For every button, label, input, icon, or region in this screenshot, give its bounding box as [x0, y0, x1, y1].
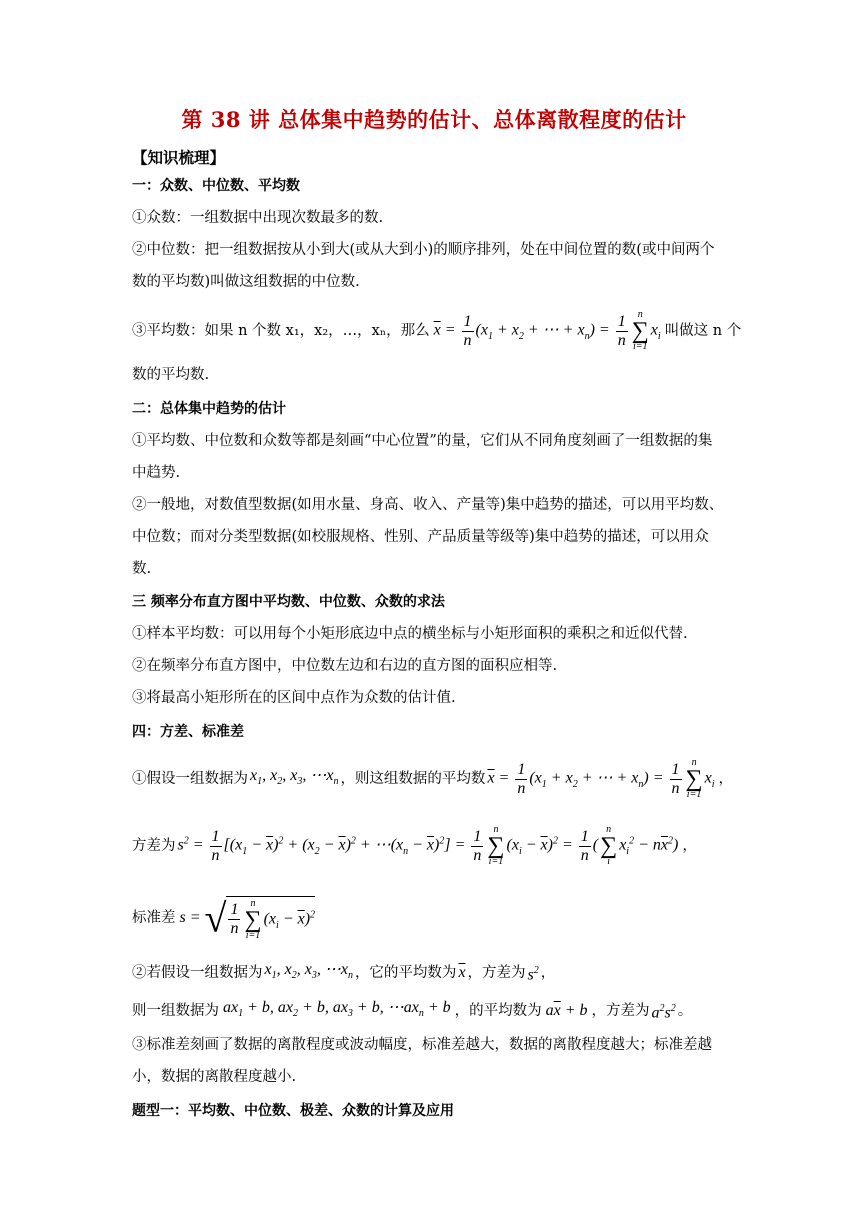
central-tendency-line1: ①平均数、中位数和众数等都是刻画“中心位置”的量，它们从不同角度刻画了一组数据的集 — [132, 433, 713, 449]
transformed-set-formula: $ax_1 + b$, $ax_2 + b$, $ax_3 + b$, $\cdots ax_n + b$ — [223, 999, 451, 1020]
median-definition-line1: ②中位数：把一组数据按从小到大(或从大到小)的顺序排列，处在中间位置的数(或中间两个 — [132, 242, 715, 258]
numeric-data-line1: ②一般地，对数值型数据(如用水量、身高、收入、产量等)集中趋势的描述，可以用平均数、 — [132, 497, 724, 513]
transform-variance-text: ，方差为 — [467, 965, 526, 982]
transformed-variance-formula: $a^2s^2$ — [651, 1002, 676, 1022]
variance-intro-mean-text: ，则这组数据的平均数 — [340, 771, 486, 787]
variance-line: 方差为 $s^2$ = $\frac{1}{n}$ [$(x_1 - \overline{x})^2 + (x_2 - \overline{x})^2$ + $\cdots(x_n - \overline{x})^2$] = $\frac{1}{n}$ n ∑ i=1 $(x_i - \overline{x})^2$ = $\frac{1}{n}$ ( n ∑ i $x_i^2 - n\overline{x}^2$) ， — [132, 824, 697, 867]
heading-5: 题型一：平均数、中位数、极差、众数的计算及应用 — [132, 1103, 454, 1119]
heading-1: 一：众数、中位数、平均数 — [132, 178, 300, 194]
variance-label: 方差为 — [132, 838, 176, 854]
histogram-mean: ①样本平均数：可以用每个小矩形底边中点的横坐标与小矩形面积的乘积之和近似代替. — [132, 626, 688, 642]
transform-intro-text: ②若假设一组数据为 — [132, 965, 263, 982]
mode-definition: ①众数：一组数据中出现次数最多的数. — [132, 210, 384, 226]
numeric-data-line3: 数. — [132, 561, 152, 577]
heading-3: 三 频率分布直方图中平均数、中位数、众数的求法 — [132, 594, 445, 610]
variance-intro-text: ①假设一组数据为 — [132, 771, 248, 787]
std-dev-meaning-line2: 小，数据的离散程度越小. — [132, 1069, 297, 1085]
sample-mean-formula: $\overline{x}$ = $\frac{1}{n}$ ($x_1 + x_2$ + ⋯ + $x_n$) = $\frac{1}{n}$ n ∑ i=1 $x_i$ — [487, 757, 715, 800]
mean-formula: $\overline{x}$ = $\frac{1}{n}$ ($x_1 + x_2$ + ⋯ + $x_n$) = $\frac{1}{n}$ n ∑ i=1 $x_i$ — [433, 309, 661, 352]
std-dev-formula: s = √ $\frac{1}{n}$ n ∑ i=1 $(x_i - \overline{x})^2$ — [179, 895, 316, 941]
page-title: 第 38 讲 总体集中趋势的估计、总体离散程度的估计 — [181, 107, 687, 132]
std-dev-label: 标准差 — [132, 910, 176, 926]
heading-4: 四：方差、标准差 — [132, 724, 244, 740]
transformed-end-mark: 。 — [677, 1003, 693, 1020]
transform-line2 — [132, 998, 742, 1024]
transformed-mean-formula: $a\overline{x} + b$ — [545, 1002, 588, 1020]
heading-2: 二：总体集中趋势的估计 — [132, 401, 286, 417]
central-tendency-line2: 中趋势. — [132, 465, 181, 481]
transformed-set-text: 则一组数据为 — [132, 1003, 219, 1020]
histogram-mode: ③将最高小矩形所在的区间中点作为众数的估计值. — [132, 690, 456, 706]
transform-mean-text: ，它的平均数为 — [354, 965, 457, 982]
std-dev-line — [132, 890, 742, 946]
transform-mean-symbol: $\overline{x}$ — [458, 964, 466, 982]
std-dev-meaning-line1: ③标准差刻画了数据的离散程度或波动幅度，标准差越大，数据的离散程度越大；标准差越 — [132, 1037, 712, 1053]
transform-variance-symbol: $s^2$ — [527, 964, 539, 984]
transform-line1: ②若假设一组数据为 $x_1$, $x_2$, $x_3$, $\cdots x_n$ ，它的平均数为 $\overline{x}$ ，方差为 $s^2$ ， — [132, 960, 742, 986]
numeric-data-line2: 中位数；而对分类型数据(如校服规格、性别、产品质量等级等)集中趋势的描述，可以用众 — [132, 529, 709, 545]
histogram-median: ②在频率分布直方图中，中位数左边和右边的直方图的面积应相等. — [132, 658, 558, 674]
mean-definition-tail: 叫做这 n 个 — [664, 323, 742, 339]
variance-formula: $s^2$ = $\frac{1}{n}$ [$(x_1 - \overline{x})^2 + (x_2 - \overline{x})^2$ + $\cdots(x_n - \overline{x})^2$] = $\frac{1}{n}$ n ∑ i=1 $(x_i - \overline{x})^2$ = $\frac{1}{n}$ ( n ∑ i $x_i^2 - n\overline{x}^2$) — [177, 824, 679, 867]
data-set-formula: $x_1$, $x_2$, $x_3$, $\cdots x_n$ — [250, 766, 339, 788]
variance-intro-line: ①假设一组数据为 $x_1$, $x_2$, $x_3$, $\cdots x_n$ ，则这组数据的平均数 $\overline{x}$ = $\frac{1}{n}$ ($x_1 + x_2$ + ⋯ + $x_n$) = $\frac{1}{n}$ n ∑ i=1 $x_i$ ， — [132, 757, 734, 800]
transformed-variance-text: ，方差为 — [591, 1003, 650, 1020]
mean-definition-text: ③平均数：如果 n 个数 x₁，x₂，…，xₙ，那么 — [132, 323, 430, 339]
median-definition-line2: 数的平均数)叫做这组数据的中位数. — [132, 274, 360, 290]
mean-definition-line1 — [132, 308, 742, 354]
section-label: 【知识梳理】 — [132, 148, 226, 167]
transformed-mean-text: ，的平均数为 — [454, 1003, 542, 1020]
transform-data-set: $x_1$, $x_2$, $x_3$, $\cdots x_n$ — [264, 961, 353, 982]
mean-definition-line2: 数的平均数. — [132, 367, 210, 383]
